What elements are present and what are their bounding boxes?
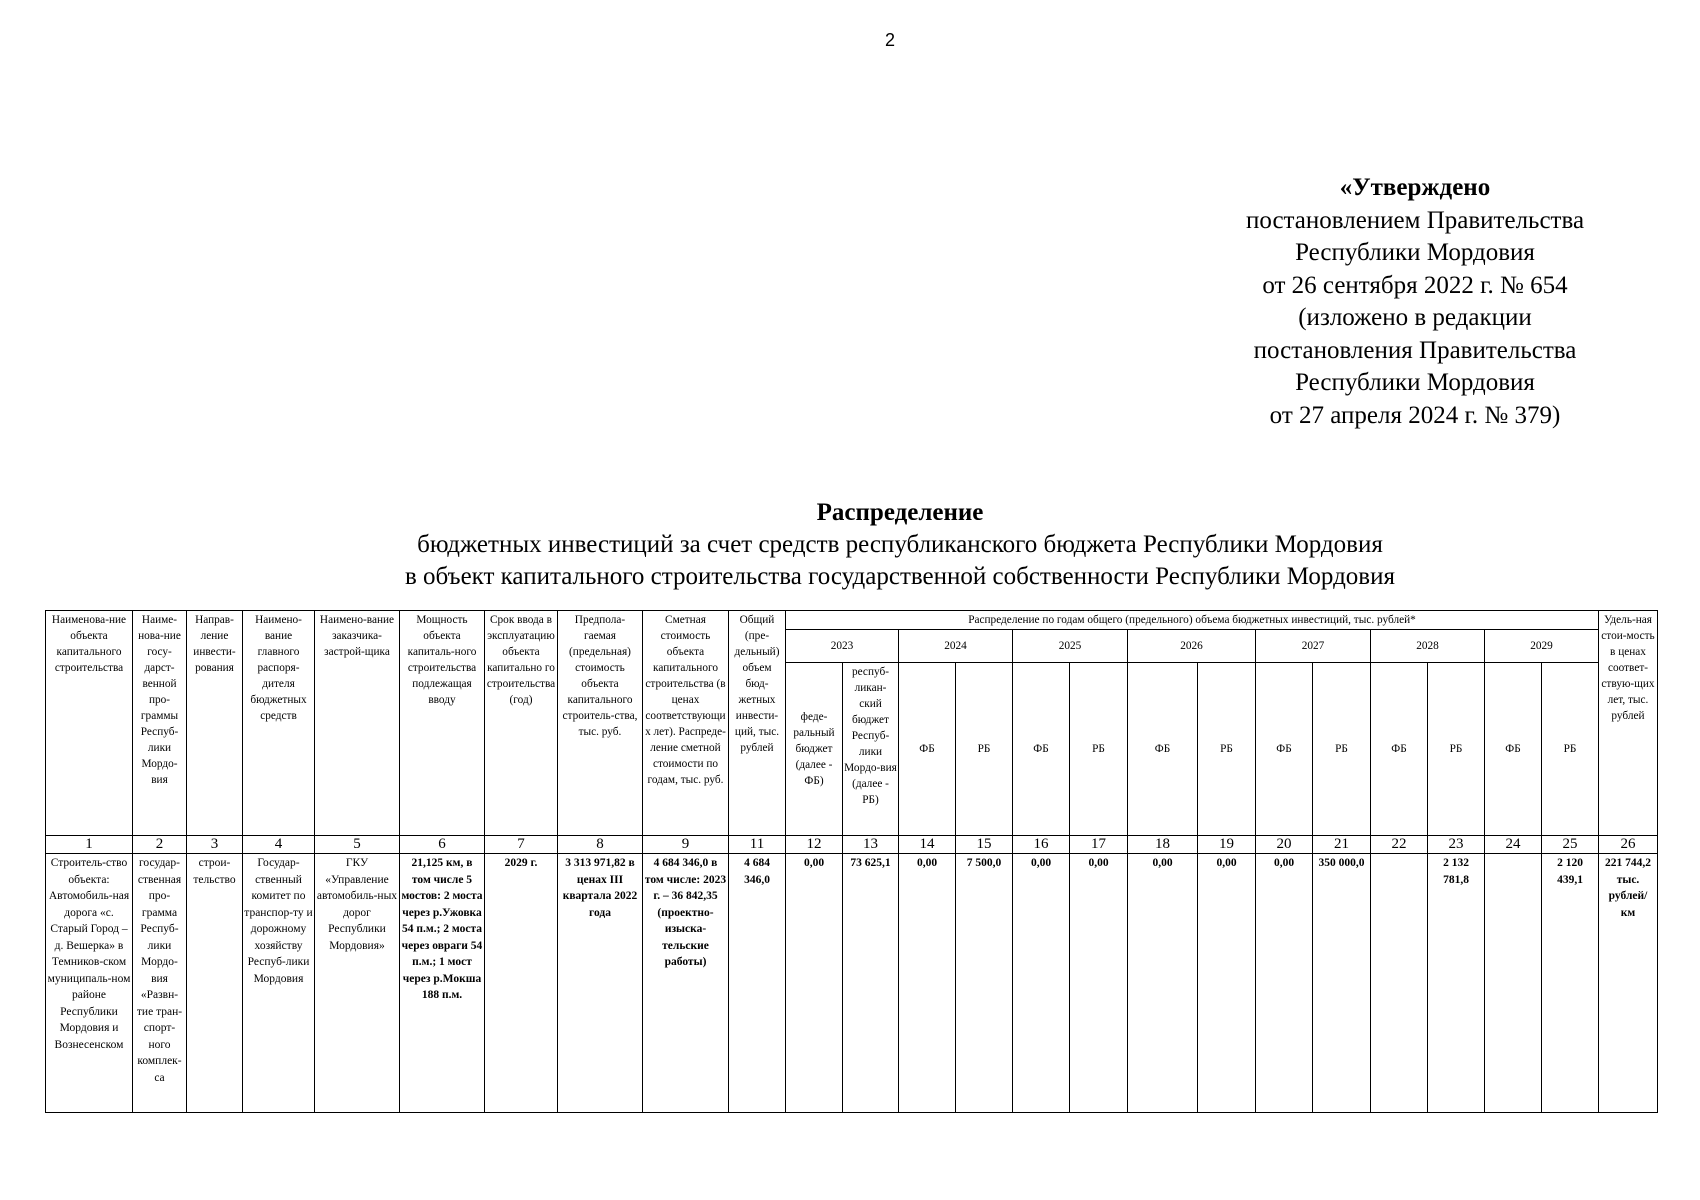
header-fb-2026: ФБ bbox=[1128, 663, 1198, 836]
column-number: 15 bbox=[956, 836, 1013, 854]
header-rb-2025: РБ bbox=[1070, 663, 1128, 836]
approval-line-4: от 26 сентября 2022 г. № 654 bbox=[1262, 271, 1568, 299]
header-estimated-cost: Предпола-гаемая (предельная) стоимость объекта капитального строитель-ства, тыс. руб. bbox=[558, 611, 643, 836]
cell-main-manager: Государ-ственный комитет по транспор-ту и дорожному хозяйству Респуб-лики Мордовия bbox=[243, 854, 315, 1113]
header-rb-2028: РБ bbox=[1428, 663, 1485, 836]
header-investment-direction: Направ-ление инвести-рования bbox=[187, 611, 243, 836]
header-commission-date: Срок ввода в эксплуатацию объекта капитально го строительства (год) bbox=[485, 611, 558, 836]
header-rb-2029: РБ bbox=[1542, 663, 1599, 836]
column-number: 23 bbox=[1428, 836, 1485, 854]
cell-investment-direction: строи-тельство bbox=[187, 854, 243, 1113]
column-number: 13 bbox=[843, 836, 899, 854]
column-number: 22 bbox=[1371, 836, 1428, 854]
header-distribution: Распределение по годам общего (предельного) объема бюджетных инвестиций, тыс. рублей* bbox=[786, 611, 1599, 630]
cell-object-name: Строитель-ство объекта: Автомобиль-ная дорога «с. Старый Город – д. Вешерка» в Темников-ском муниципаль-ном районе Республики Мордовия и Вознесенском bbox=[46, 854, 133, 1113]
header-fb-2029: ФБ bbox=[1485, 663, 1542, 836]
approval-line-3: Республики Мордовия bbox=[1295, 239, 1535, 266]
column-number: 18 bbox=[1128, 836, 1198, 854]
investment-table bbox=[45, 610, 1658, 1113]
column-number: 12 bbox=[786, 836, 843, 854]
approval-line-2: постановлением Правительства bbox=[1245, 206, 1585, 234]
header-year-2025: 2025 bbox=[1013, 630, 1128, 663]
cell-capacity: 21,125 км, в том числе 5 мостов: 2 моста через р.Ужовка 54 п.м.; 2 моста через овраги 54 п.м.; 1 мост через р.Мокша 188 п.м. bbox=[400, 854, 485, 1113]
column-number: 26 bbox=[1599, 836, 1658, 854]
header-budget-cost: Сметная стоимость объекта капитального строительства (в ценах соответствующих лет). Распреде-ление сметной стоимости по годам, тыс. руб. bbox=[643, 611, 729, 836]
header-rb-2026: РБ bbox=[1198, 663, 1256, 836]
approval-line-5: (изложено в редакции bbox=[1298, 304, 1532, 331]
column-number: 6 bbox=[400, 836, 485, 854]
header-fb-2025: ФБ bbox=[1013, 663, 1070, 836]
cell-rb-2024: 7 500,0 bbox=[956, 854, 1013, 1113]
cell-program-name: государ-ственная про-грамма Респуб-лики Мордо-вия «Развн-тие тран-спорт-ного комплек-са bbox=[133, 854, 187, 1113]
header-fb-2024: ФБ bbox=[899, 663, 956, 836]
header-fb-2028: ФБ bbox=[1371, 663, 1428, 836]
header-year-2026: 2026 bbox=[1128, 630, 1256, 663]
approval-line-1: «Утверждено bbox=[1339, 174, 1491, 201]
column-number: 3 bbox=[187, 836, 243, 854]
cell-fb-2024: 0,00 bbox=[899, 854, 956, 1113]
cell-budget-cost: 4 684 346,0 в том числе: 2023 г. – 36 842,35 (проектно-изыска-тельские работы) bbox=[643, 854, 729, 1113]
header-total-volume: Общий (пре-дельный) объем бюд-жетных инвести-ций, тыс. рублей bbox=[729, 611, 786, 836]
header-year-2027: 2027 bbox=[1256, 630, 1371, 663]
header-year-2028: 2028 bbox=[1371, 630, 1485, 663]
column-number: 7 bbox=[485, 836, 558, 854]
header-year-2024: 2024 bbox=[899, 630, 1013, 663]
cell-fb-2025: 0,00 bbox=[1013, 854, 1070, 1113]
document-title: Распределение bbox=[816, 499, 984, 526]
cell-rb-2027: 350 000,0 bbox=[1313, 854, 1371, 1113]
column-number: 14 bbox=[899, 836, 956, 854]
column-number: 19 bbox=[1198, 836, 1256, 854]
approval-line-8: от 27 апреля 2024 г. № 379) bbox=[1269, 401, 1561, 429]
document-subtitle-line-1: бюджетных инвестиций за счет средств республиканского бюджета Республики Мордовия bbox=[417, 531, 1383, 558]
cell-rb-2029: 2 120 439,1 bbox=[1542, 854, 1599, 1113]
header-main-manager: Наимено-вание главного распоря-дителя бюджетных средств bbox=[243, 611, 315, 836]
cell-rb-2025: 0,00 bbox=[1070, 854, 1128, 1113]
column-number: 2 bbox=[133, 836, 187, 854]
column-number: 24 bbox=[1485, 836, 1542, 854]
header-year-2023: 2023 bbox=[786, 630, 899, 663]
column-number: 25 bbox=[1542, 836, 1599, 854]
column-number: 17 bbox=[1070, 836, 1128, 854]
document-subtitle-line-2: в объект капитального строительства государственной собственности Республики Мордовия bbox=[405, 563, 1395, 590]
column-number: 16 bbox=[1013, 836, 1070, 854]
approval-line-6: постановления Правительства bbox=[1253, 336, 1577, 364]
header-customer: Наимено-вание заказчика-застрой-щика bbox=[315, 611, 400, 836]
header-object-name: Наименова-ние объекта капитального строительства bbox=[46, 611, 133, 836]
header-fb-2023: феде-ральный бюджет (далее - ФБ) bbox=[786, 663, 843, 836]
header-rb-2023: респуб-ликан-ский бюджет Респуб-лики Мордо-вия (далее - РБ) bbox=[843, 663, 899, 836]
cell-commission-date: 2029 г. bbox=[485, 854, 558, 1113]
column-number: 20 bbox=[1256, 836, 1313, 854]
header-capacity: Мощность объекта капиталь-ного строительства подлежащая вводу bbox=[400, 611, 485, 836]
investment-table-container bbox=[45, 610, 1657, 1113]
document-heading bbox=[0, 497, 1700, 593]
header-year-2029: 2029 bbox=[1485, 630, 1599, 663]
approval-line-7: Республики Мордовия bbox=[1295, 369, 1535, 396]
cell-rb-2023: 73 625,1 bbox=[843, 854, 899, 1113]
cell-fb-2023: 0,00 bbox=[786, 854, 843, 1113]
cell-customer: ГКУ «Управление автомобиль-ных дорог Республики Мордовия» bbox=[315, 854, 400, 1113]
header-rb-2024: РБ bbox=[956, 663, 1013, 836]
cell-total-volume: 4 684 346,0 bbox=[729, 854, 786, 1113]
cell-fb-2029 bbox=[1485, 854, 1542, 1113]
header-unit-cost: Удель-ная стои-мость в ценах соответ-ствую-щих лет, тыс. рублей bbox=[1599, 611, 1658, 836]
page-number: 2 bbox=[884, 30, 895, 50]
column-number: 21 bbox=[1313, 836, 1371, 854]
column-number: 8 bbox=[558, 836, 643, 854]
cell-unit-cost: 221 744,2 тыс. рублей/ км bbox=[1599, 854, 1658, 1113]
cell-rb-2028: 2 132 781,8 bbox=[1428, 854, 1485, 1113]
header-fb-2027: ФБ bbox=[1256, 663, 1313, 836]
header-rb-2027: РБ bbox=[1313, 663, 1371, 836]
column-number: 5 bbox=[315, 836, 400, 854]
column-number: 1 bbox=[46, 836, 133, 854]
cell-fb-2028 bbox=[1371, 854, 1428, 1113]
cell-estimated-cost: 3 313 971,82 в ценах III квартала 2022 года bbox=[558, 854, 643, 1113]
cell-fb-2027: 0,00 bbox=[1256, 854, 1313, 1113]
cell-fb-2026: 0,00 bbox=[1128, 854, 1198, 1113]
column-number: 9 bbox=[643, 836, 729, 854]
cell-rb-2026: 0,00 bbox=[1198, 854, 1256, 1113]
header-program-name: Наиме-нова-ние госу-дарст-венной про-граммы Респуб-лики Мордо-вия bbox=[133, 611, 187, 836]
approval-block bbox=[1190, 172, 1640, 432]
column-number: 4 bbox=[243, 836, 315, 854]
column-number: 11 bbox=[729, 836, 786, 854]
